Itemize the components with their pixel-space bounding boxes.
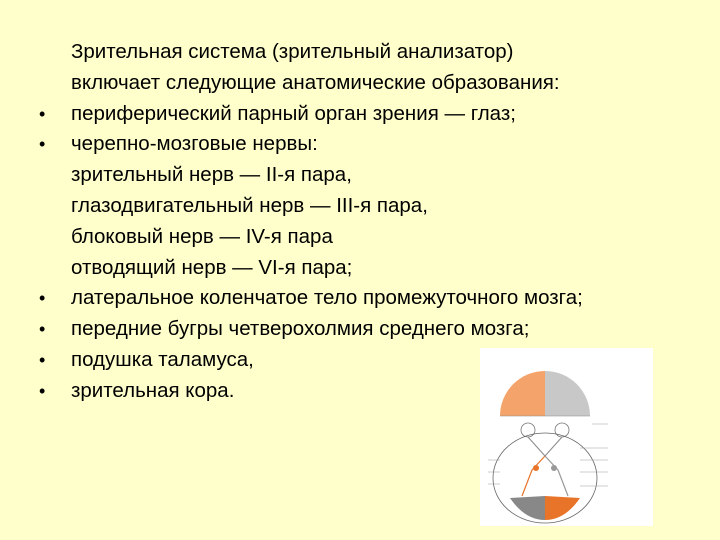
intro-line: Зрительная система (зрительный анализатор) bbox=[71, 40, 514, 63]
right-visual-field bbox=[545, 371, 590, 416]
list-item: • периферический парный орган зрения — глаз; bbox=[37, 99, 697, 130]
right-eye-icon bbox=[555, 423, 569, 437]
visual-pathway-illustration bbox=[480, 348, 653, 526]
left-visual-field bbox=[500, 371, 545, 416]
intro-line: включает следующие анатомические образования: bbox=[71, 70, 560, 94]
lateral-geniculate-body bbox=[533, 465, 539, 471]
list-subitem: глазодвигательный нерв — III-я пара, bbox=[71, 193, 428, 217]
list-item: • подушка таламуса, bbox=[37, 345, 697, 376]
bullet-icon: • bbox=[39, 380, 46, 401]
left-visual-cortex bbox=[510, 496, 545, 520]
bullet-icon: • bbox=[39, 319, 46, 340]
list-item: • передние бугры четверохолмия среднего мозга; bbox=[37, 314, 697, 345]
bullet-icon: • bbox=[39, 134, 46, 155]
list-item: • зрительная кора. bbox=[37, 376, 697, 407]
bullet-icon: • bbox=[39, 288, 46, 309]
bullet-icon: • bbox=[39, 103, 46, 124]
list-subitem: блоковый нерв — IV-я пара bbox=[71, 224, 333, 248]
list-subitem: зрительный нерв — II-я пара, bbox=[71, 163, 352, 187]
list-subitem: отводящий нерв — VI-я пара; bbox=[71, 255, 353, 279]
left-eye-icon bbox=[521, 423, 535, 437]
lateral-geniculate-body bbox=[551, 465, 557, 471]
right-visual-cortex bbox=[545, 496, 580, 520]
visual-pathway-diagram bbox=[480, 348, 653, 526]
bullet-icon: • bbox=[39, 349, 46, 370]
list-item: • черепно-мозговые нервы: bbox=[37, 129, 697, 160]
list-item: • латеральное коленчатое тело промежуточного мозга; bbox=[37, 283, 697, 314]
